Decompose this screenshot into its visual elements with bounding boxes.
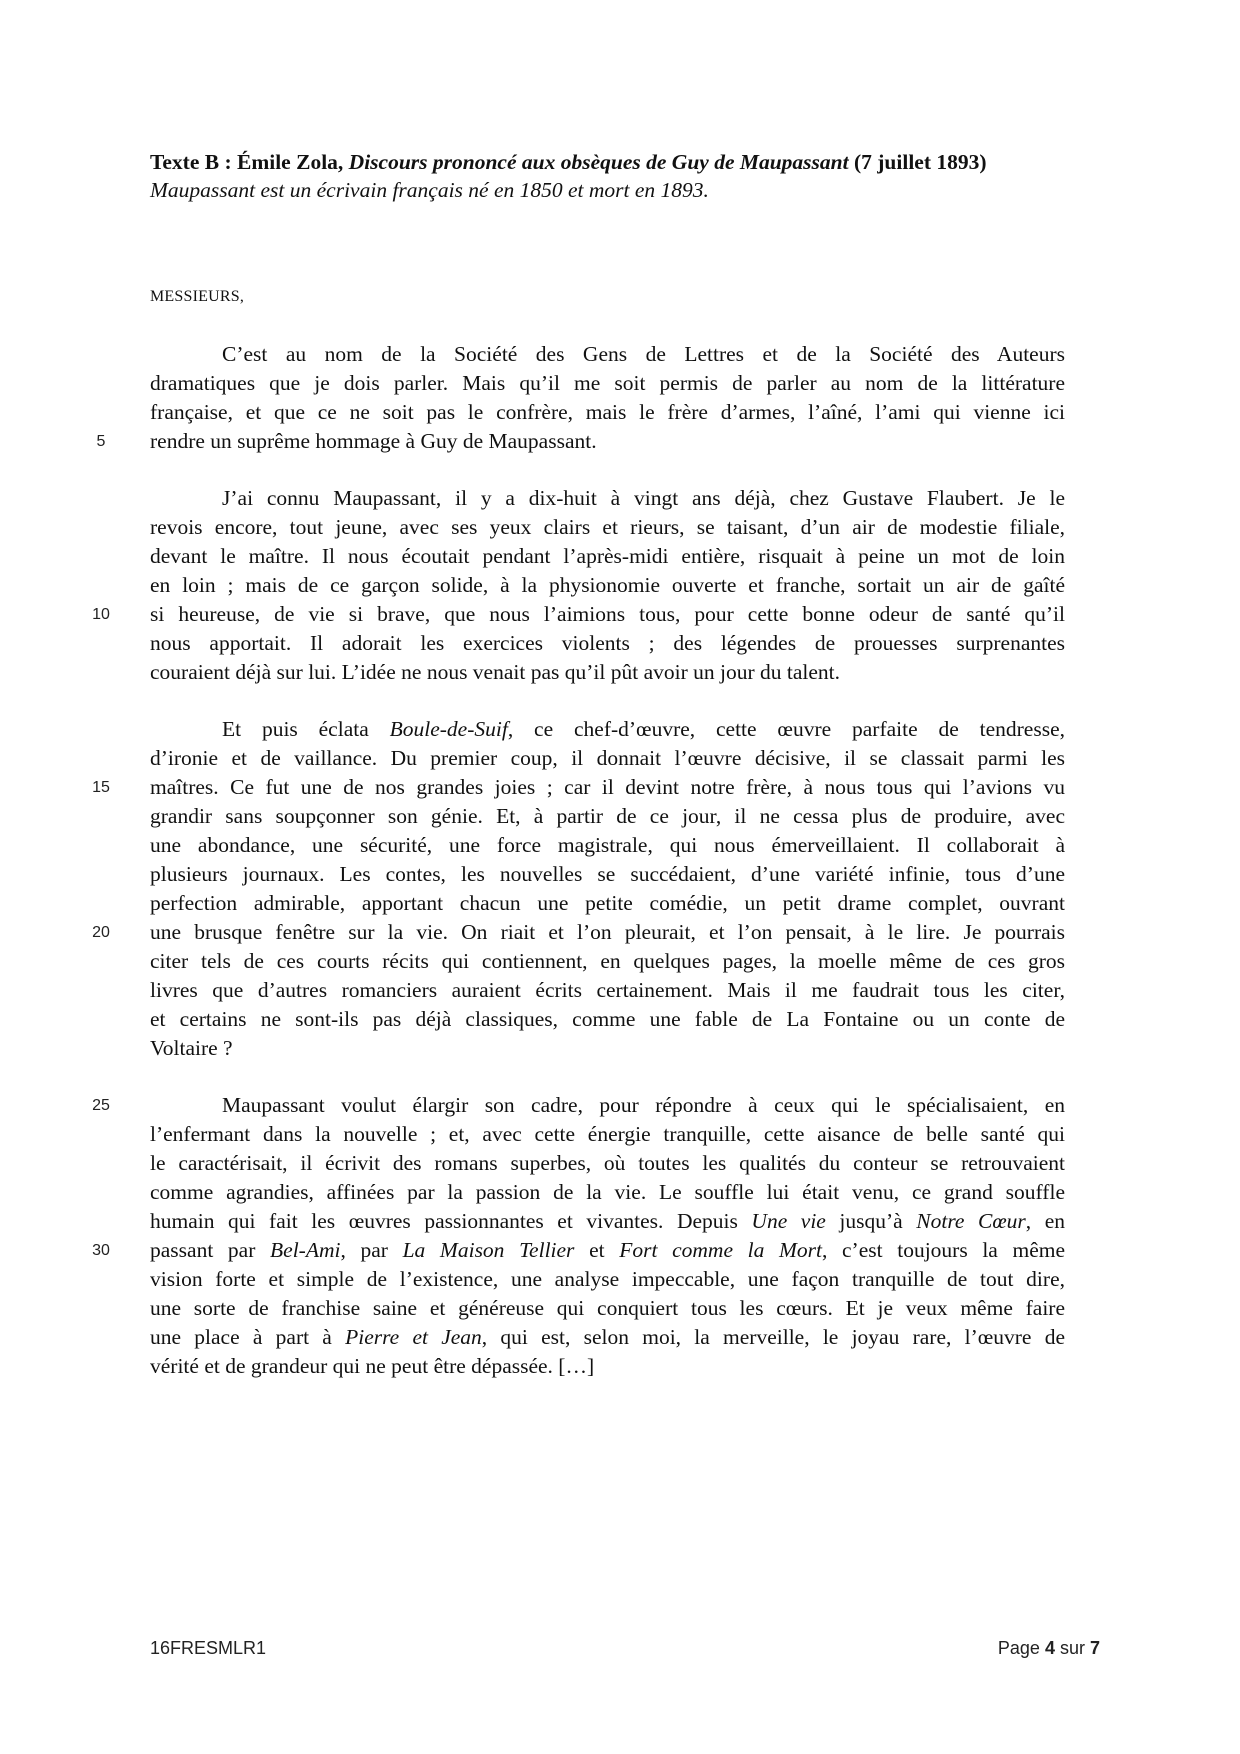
text-line: l’enfermant dans la nouvelle ; et, avec cette énergie tranquille, cette aisance de belle santé qui xyxy=(150,1122,1065,1146)
work-title: Pierre et Jean xyxy=(345,1325,482,1349)
text-line: maîtres. Ce fut une de nos grandes joies ; car il devint notre frère, à nous tous qui l’avions vu xyxy=(150,775,1065,799)
text-line: perfection admirable, apportant chacun une petite comédie, un petit drame complet, ouvrant xyxy=(150,891,1065,915)
salutation: MESSIEURS, xyxy=(150,288,245,305)
text-line: en loin ; mais de ce garçon solide, à la physionomie ouverte et franche, sortait un air de gaîté xyxy=(150,573,1065,597)
page-total: 7 xyxy=(1089,1638,1100,1658)
work-title: Fort comme la Mort xyxy=(619,1238,822,1262)
text-title: Texte B : Émile Zola, Discours prononcé aux obsèques de Guy de Maupassant (7 juillet 1893) xyxy=(150,150,987,174)
text-line: dramatiques que je dois parler. Mais qu’il me soit permis de parler au nom de la littérature xyxy=(150,371,1065,395)
text-line: une place à part à Pierre et Jean, qui est, selon moi, la merveille, le joyau rare, l’œuvre de xyxy=(150,1325,1065,1349)
text-line: revois encore, tout jeune, avec ses yeux clairs et rieurs, se taisant, d’un air de modestie filiale, xyxy=(150,515,1065,539)
page-number: 4 xyxy=(1044,1638,1055,1658)
line-number: 30 xyxy=(92,1242,110,1259)
text-line: Et puis éclata Boule-de-Suif, ce chef-d’œuvre, cette œuvre parfaite de tendresse, xyxy=(222,717,1065,741)
work-title: Discours prononcé aux obsèques de Guy de Maupassant xyxy=(348,150,849,174)
text-line: grandir sans soupçonner son génie. Et, à partir de ce jour, il ne cessa plus de produire, avec xyxy=(150,804,1065,828)
text-line: couraient déjà sur lui. L’idée ne nous venait pas qu’il pût avoir un jour du talent. xyxy=(150,660,841,684)
text-line: une brusque fenêtre sur la vie. On riait et l’on pleurait, et l’on pensait, à le lire. Je pourrais xyxy=(150,920,1065,944)
text-line: française, et que ce ne soit pas le confrère, mais le frère d’armes, l’aîné, l’ami qui vienne ici xyxy=(150,400,1065,424)
text-line: citer tels de ces courts récits qui contiennent, en quelques pages, la moelle même de ces gros xyxy=(150,949,1065,973)
work-title: Boule-de-Suif xyxy=(389,717,508,741)
text-line: C’est au nom de la Société des Gens de Lettres et de la Société des Auteurs xyxy=(222,342,1065,366)
work-title: Bel-Ami xyxy=(270,1238,341,1262)
text-header xyxy=(150,148,1065,204)
line-number: 5 xyxy=(96,433,106,450)
work-title: Notre Cœur xyxy=(916,1209,1026,1233)
text-line: comme agrandies, affinées par la passion de la vie. Le souffle lui était venu, ce grand souffle xyxy=(150,1180,1065,1204)
line-number: 20 xyxy=(92,924,110,941)
text-line: devant le maître. Il nous écoutait pendant l’après-midi entière, risquait à peine un mot de loin xyxy=(150,544,1065,568)
text-line: si heureuse, de vie si brave, que nous l’aimions tous, pour cette bonne odeur de santé qu’il xyxy=(150,602,1065,626)
work-title: La Maison Tellier xyxy=(402,1238,575,1262)
text-line: le caractérisait, il écrivit des romans superbes, où toutes les qualités du conteur se retrouvaient xyxy=(150,1151,1065,1175)
page-indicator: Page 4 sur 7 xyxy=(997,1638,1100,1658)
text-line: livres que d’autres romanciers auraient écrits certainement. Mais il me faudrait tous les citer, xyxy=(150,978,1065,1002)
text-line: Voltaire ? xyxy=(150,1036,233,1060)
text-line: Maupassant voulut élargir son cadre, pour répondre à ceux qui le spécialisaient, en xyxy=(222,1093,1065,1117)
text-line: passant par Bel-Ami, par La Maison Tellier et Fort comme la Mort, c’est toujours la même xyxy=(150,1238,1066,1262)
text-line: plusieurs journaux. Les contes, les nouvelles se succédaient, d’une variété infinie, tous d’une xyxy=(150,862,1065,886)
text-line: et certains ne sont-ils pas déjà classiques, comme une fable de La Fontaine ou un conte de xyxy=(150,1007,1065,1031)
line-number: 10 xyxy=(92,606,110,623)
text-line: J’ai connu Maupassant, il y a dix-huit à vingt ans déjà, chez Gustave Flaubert. Je le xyxy=(222,486,1065,510)
text-line: rendre un suprême hommage à Guy de Maupassant. xyxy=(150,429,597,453)
text-line: nous apportait. Il adorait les exercices violents ; des légendes de prouesses surprenantes xyxy=(150,631,1065,655)
line-number: 15 xyxy=(92,779,110,796)
work-title: Une vie xyxy=(751,1209,826,1233)
document-code: 16FRESMLR1 xyxy=(150,1638,267,1658)
text-line: d’ironie et de vaillance. Du premier coup, il donnait l’œuvre décisive, il se classait parmi les xyxy=(150,746,1065,770)
text-line: humain qui fait les œuvres passionnantes et vivantes. Depuis Une vie jusqu’à Notre Cœur, en xyxy=(150,1209,1066,1233)
text-line: vision forte et simple de l’existence, une analyse impeccable, une façon tranquille de tout dire, xyxy=(150,1267,1065,1291)
line-number: 25 xyxy=(92,1097,110,1114)
text-line: vérité et de grandeur qui ne peut être dépassée. […] xyxy=(150,1354,595,1378)
text-subtitle: Maupassant est un écrivain français né en 1850 et mort en 1893. xyxy=(150,178,709,202)
text-line: une sorte de franchise saine et généreuse qui conquiert tous les cœurs. Et je veux même faire xyxy=(150,1296,1065,1320)
text-line: une abondance, une sécurité, une force magistrale, qui nous émerveillaient. Il collaborait à xyxy=(150,833,1065,857)
